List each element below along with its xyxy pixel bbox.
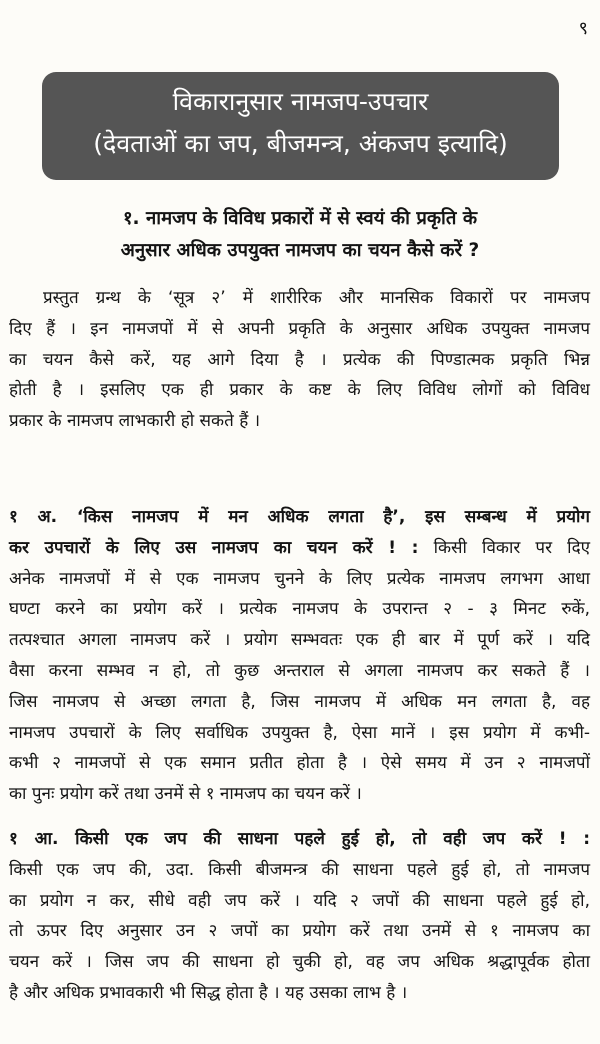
paragraph-line: प्रस्तुत ग्रन्थ के ‘सूत्र २’ में शारीरिक और मानसिक विकारों पर नामजप xyxy=(43,288,590,308)
paragraph-line: तत्पश्चात अगला नामजप करें । प्रयोग सम्भवतः एक ही बार में पूर्ण करें । यदि xyxy=(9,630,590,651)
paragraph-line: अनेक नामजपों में से एक नामजप चुनने के लिए प्रत्येक नामजप लगभग आधा xyxy=(9,568,590,589)
subsection-heading xyxy=(9,502,590,533)
chapter-title: विकारानुसार नामजप-उपचार xyxy=(172,87,429,116)
paragraph-line: का चयन कैसे करें, यह आगे दिया है । प्रत्येक की पिण्डात्मक प्रकृति भिन्न xyxy=(9,349,590,370)
intro-paragraph xyxy=(9,283,590,437)
subsection-heading xyxy=(9,824,590,855)
subsection-heading-text: १ अ. ‘किस नामजप में मन अधिक लगता है’, इस सम्बन्ध में प्रयोग xyxy=(9,507,590,527)
paragraph-text: किसी विकार पर दिए xyxy=(418,537,590,558)
question-line: अनुसार अधिक उपयुक्त नामजप का चयन कैसे करें ? xyxy=(120,240,480,261)
paragraph-line: तो ऊपर दिए अनुसार उन २ जपों का प्रयोग करें तथा उनमें से १ नामजप का xyxy=(9,921,590,942)
paragraph-line: जिस नामजप से अच्छा लगता है, जिस नामजप में अधिक मन लगता है, वह xyxy=(9,691,590,712)
paragraph-line: घण्टा करने का प्रयोग करें । प्रत्येक नामजप के उपरान्त २ - ३ मिनट रुकें, xyxy=(9,599,590,620)
section-question-heading xyxy=(40,203,560,267)
subsection-heading-text: १ आ. किसी एक जप की साधना पहले हुई हो, तो वही जप करें ! : xyxy=(9,829,590,849)
paragraph-line: दिए हैं । इन नामजपों में से अपनी प्रकृति के अनुसार अधिक उपयुक्त नामजप xyxy=(9,318,590,339)
paragraph-line xyxy=(9,533,590,564)
subsection-1a xyxy=(9,502,590,810)
paragraph-line: है और अधिक प्रभावकारी भी सिद्ध होता है । यह उसका लाभ है । xyxy=(9,982,408,1003)
paragraph-line: का प्रयोग न कर, सीधे वही जप करें । यदि २ जपों की साधना पहले हुई हो, xyxy=(9,890,590,911)
chapter-subtitle: (देवताओं का जप, बीजमन्त्र, अंकजप इत्यादि) xyxy=(93,129,508,158)
paragraph-line: वैसा करना सम्भव न हो, तो कुछ अन्तराल से अगला नामजप कर सकते हैं । xyxy=(9,660,590,681)
paragraph-line: प्रकार के नामजप लाभकारी हो सकते हैं । xyxy=(9,411,261,432)
paragraph-line: नामजप उपचारों के लिए सर्वाधिक उपयुक्त है, ऐसा मानें । इस प्रयोग में कभी- xyxy=(9,722,590,743)
subsection-heading-text: कर उपचारों के लिए उस नामजप का चयन करें ! : xyxy=(9,537,419,558)
page-number: ९ xyxy=(578,18,588,39)
paragraph-line: होती है । इसलिए एक ही प्रकार के कष्ट के लिए विविध लोगों को विविध xyxy=(9,380,590,401)
paragraph-line: किसी एक जप की, उदा. किसी बीजमन्त्र की साधना पहले हुई हो, तो नामजप xyxy=(9,859,590,880)
paragraph-line: चयन करें । जिस जप की साधना हो चुकी हो, वह जप अधिक श्रद्धापूर्वक होता xyxy=(9,952,590,973)
question-line: १. नामजप के विविध प्रकारों में से स्वयं की प्रकृति के xyxy=(122,208,478,229)
subsection-1aa xyxy=(9,824,590,1009)
paragraph-line: कभी २ नामजपों से एक समान प्रतीत होता है । ऐसे समय में उन २ नामजपों xyxy=(9,753,590,774)
paragraph-line: का पुनः प्रयोग करें तथा उनमें से १ नामजप का चयन करें । xyxy=(9,784,362,805)
chapter-title-box xyxy=(42,72,559,180)
